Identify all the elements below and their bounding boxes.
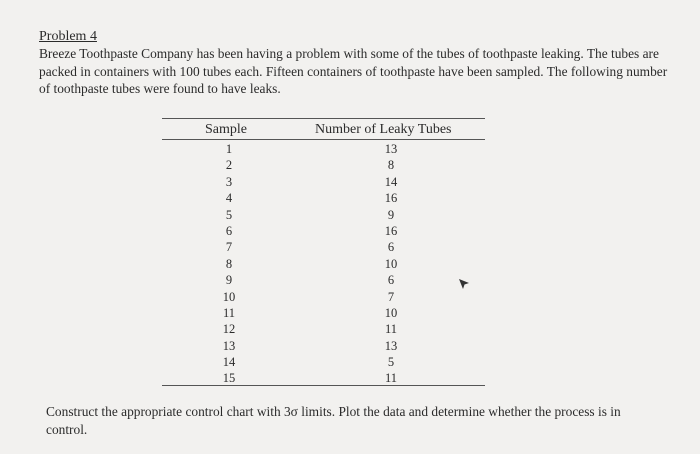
sample-cell: 3: [225, 174, 233, 189]
leaky-cell: 16: [384, 223, 398, 238]
table-header-rule: [162, 139, 485, 140]
leaky-cell: 5: [387, 355, 395, 370]
problem-question: Construct the appropriate control chart with 3σ limits. Plot the data and determine whether the process is in control.: [46, 404, 621, 437]
sample-cell: 2: [225, 158, 233, 173]
leaky-column-header: Number of Leaky Tubes: [315, 122, 452, 137]
sample-cell: 12: [222, 322, 236, 337]
sample-cell: 14: [222, 355, 236, 370]
table-row: [162, 174, 485, 190]
leaky-cell: 10: [384, 256, 398, 271]
leaky-cell: 7: [387, 289, 395, 304]
leaky-cell: 16: [384, 191, 398, 206]
sample-cell: 11: [222, 305, 236, 320]
sample-cell: 8: [225, 256, 233, 271]
problem-intro: Breeze Toothpaste Company has been having a problem with some of the tubes of toothpaste leaking. The tubes are packed in containers with 100 tubes each. Fifteen containers of toothpaste have been sampled. The following number of toothpaste tubes were found to have leaks.: [39, 46, 668, 96]
table-row: [162, 321, 485, 337]
leaky-cell: 13: [384, 338, 398, 353]
leaky-cell: 10: [384, 305, 398, 320]
table-row: [162, 223, 485, 239]
table-row: [162, 289, 485, 305]
sample-cell: 1: [225, 142, 233, 156]
table-bottom-rule: [162, 385, 485, 386]
leaky-cell: 13: [384, 142, 398, 156]
problem-title: Problem 4: [39, 29, 97, 44]
table-row: [162, 272, 485, 288]
leaky-cell: 9: [387, 207, 395, 222]
table-row: [162, 157, 485, 173]
mouse-pointer-icon: [458, 278, 470, 290]
sample-column-header: Sample: [205, 122, 247, 137]
table-row: [162, 338, 485, 354]
sample-cell: 4: [225, 191, 233, 206]
leaky-cell: 6: [387, 240, 395, 255]
table-row: [162, 305, 485, 321]
table-top-rule: [162, 118, 485, 119]
table-body: [162, 141, 485, 387]
leaky-cell: 11: [384, 371, 398, 386]
sample-cell: 6: [225, 223, 233, 238]
leaky-cell: 8: [387, 158, 395, 173]
sample-cell: 15: [222, 371, 236, 386]
table-row: [162, 256, 485, 272]
sample-cell: 5: [225, 207, 233, 222]
sample-cell: 7: [225, 240, 233, 255]
sample-cell: 9: [225, 273, 233, 288]
table-row: [162, 354, 485, 370]
table-row: [162, 190, 485, 206]
table-row: [162, 207, 485, 223]
leaky-cell: 11: [384, 322, 398, 337]
leaky-cell: 14: [384, 174, 398, 189]
table-row: [162, 141, 485, 157]
sample-cell: 10: [222, 289, 236, 304]
leaky-cell: 6: [387, 273, 395, 288]
sample-cell: 13: [222, 338, 236, 353]
table-row: [162, 239, 485, 255]
